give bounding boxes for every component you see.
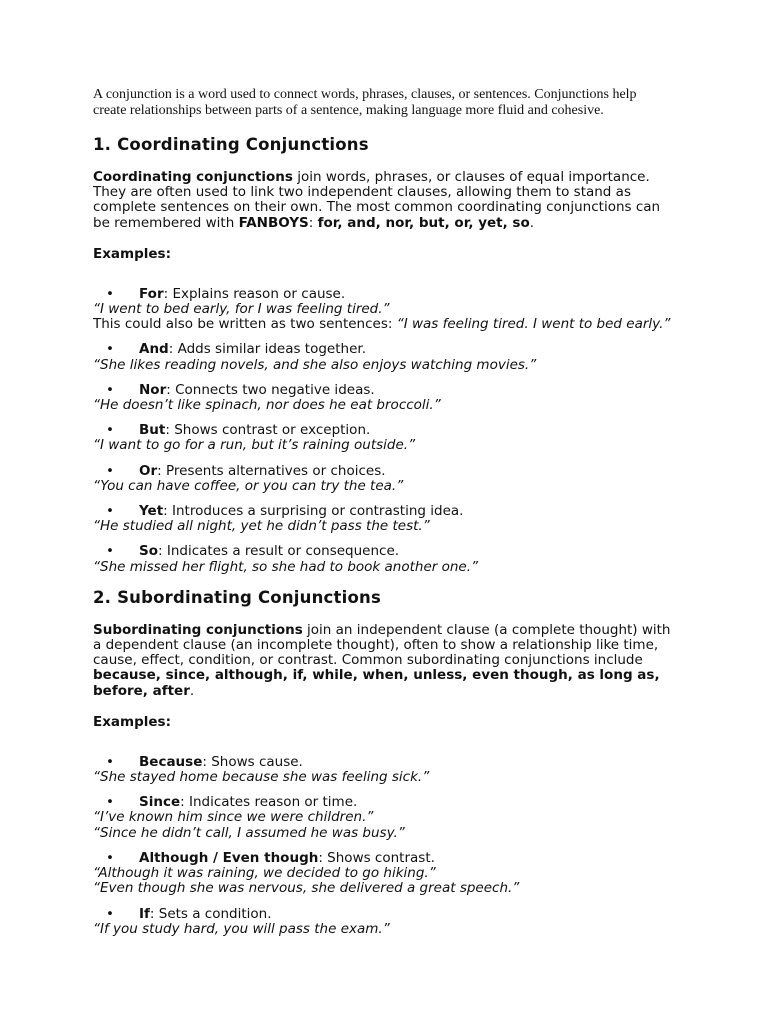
item-desc: : Sets a condition. [149, 905, 272, 922]
item-desc: : Shows cause. [202, 753, 303, 770]
item-quote: “Even though she was nervous, she delivered a great speech.” [93, 880, 520, 897]
item-term: Because [139, 753, 203, 770]
item-desc: : Indicates reason or time. [180, 794, 358, 811]
item-term: Or [139, 462, 158, 479]
period-text: . [189, 682, 195, 699]
section-heading-subordinating: 2. Subordinating Conjunctions [93, 587, 381, 607]
item-quote: “I want to go for a run, but it’s raining outside.” [93, 437, 416, 454]
item-term: Nor [139, 381, 167, 398]
list-item [93, 342, 673, 372]
bullet-icon: • [106, 543, 114, 560]
list-item [93, 464, 673, 494]
bullet-icon: • [106, 462, 114, 479]
item-quote: “You can have coffee, or you can try the tea.” [93, 477, 404, 494]
item-desc: : Adds similar ideas together. [168, 341, 366, 358]
bullet-icon: • [106, 341, 114, 358]
fanboys-list: for, and, nor, but, or, yet, so [317, 214, 530, 231]
coordinating-term: Coordinating conjunctions [93, 169, 293, 185]
subordinating-text: join an independent clause (a complete thought) with a dependent clause (an incomplete thought), often to show a relationship like time, cause, effect, condition, or contrast. Common subordinating conjunctions include [93, 621, 671, 669]
intro-paragraph: A conjunction is a word used to connect words, phrases, clauses, or sentences. Conjunctions help create relationships between parts of a sentence, making language more fluid and cohesive. [93, 87, 637, 118]
item-quote: “Since he didn’t call, I assumed he was busy.” [93, 824, 405, 841]
item-term: But [139, 422, 166, 439]
bullet-icon: • [106, 794, 114, 811]
item-desc: : Connects two negative ideas. [166, 381, 375, 398]
bullet-icon: • [106, 422, 114, 439]
subordinating-term: Subordinating conjunctions [93, 621, 303, 638]
examples-label-1: Examples: [93, 245, 171, 262]
item-term: And [139, 341, 169, 358]
item-quote: “She missed her flight, so she had to book another one.” [93, 558, 479, 575]
item-desc: : Explains reason or cause. [163, 285, 346, 302]
item-extra [93, 317, 673, 332]
bullet-icon: • [106, 285, 114, 302]
subordinating-list: because, since, although, if, while, when, unless, even though, as long as, before, after [93, 667, 660, 699]
subordinating-definition [93, 623, 673, 699]
item-quote: “She likes reading novels, and she also enjoys watching movies.” [93, 356, 537, 373]
item-quote: “I went to bed early, for I was feeling tired.” [93, 301, 390, 318]
examples-label-2: Examples: [93, 713, 171, 730]
item-quote: “She stayed home because she was feeling sick.” [93, 769, 430, 786]
list-item [93, 907, 673, 937]
bullet-icon: • [106, 753, 114, 770]
item-term: So [139, 543, 158, 560]
item-quote: “If you study hard, you will pass the exam.” [93, 920, 390, 937]
bullet-icon: • [106, 849, 114, 866]
list-item [93, 755, 673, 785]
list-item [93, 544, 673, 574]
item-term: Although / Even though [139, 849, 319, 866]
item-term: If [139, 905, 150, 922]
item-desc: : Shows contrast. [318, 849, 435, 866]
bullet-icon: • [106, 503, 114, 520]
list-item [93, 851, 673, 897]
list-item [93, 795, 673, 841]
item-desc: : Shows contrast or exception. [165, 422, 371, 439]
coordinating-examples-list [93, 287, 673, 575]
item-desc: : Indicates a result or consequence. [158, 543, 400, 560]
fanboys-term: FANBOYS [238, 214, 309, 231]
item-term: Yet [139, 503, 164, 520]
bullet-icon: • [106, 381, 114, 398]
document-page [93, 87, 673, 947]
list-item [93, 423, 673, 453]
item-term: Since [139, 794, 181, 811]
item-desc: : Introduces a surprising or contrasting idea. [163, 503, 464, 520]
coordinating-text: join words, phrases, or clauses of equal importance. They are often used to link two independent clauses, allowing them to stand as complete sentences on their own. The most common coordinating conjunctions can be remembered with [93, 169, 661, 231]
colon-text: : [308, 214, 318, 231]
item-quote: “He studied all night, yet he didn’t pass the test.” [93, 518, 430, 535]
item-quote: “I’ve known him since we were children.” [93, 809, 374, 826]
item-desc: : Presents alternatives or choices. [157, 462, 386, 479]
coordinating-definition [93, 170, 673, 231]
list-item [93, 287, 673, 333]
item-term: For [139, 285, 164, 302]
item-extra-text: This could also be written as two sentences: [93, 316, 397, 333]
period-text: . [529, 214, 535, 231]
list-item [93, 383, 673, 413]
item-quote: “He doesn’t like spinach, nor does he eat broccoli.” [93, 397, 441, 414]
item-extra-quote: “I was feeling tired. I went to bed early.” [396, 316, 671, 333]
list-item [93, 504, 673, 534]
bullet-icon: • [106, 905, 114, 922]
subordinating-examples-list [93, 755, 673, 937]
section-heading-coordinating: 1. Coordinating Conjunctions [93, 135, 369, 154]
item-quote: “Although it was raining, we decided to go hiking.” [93, 865, 436, 882]
